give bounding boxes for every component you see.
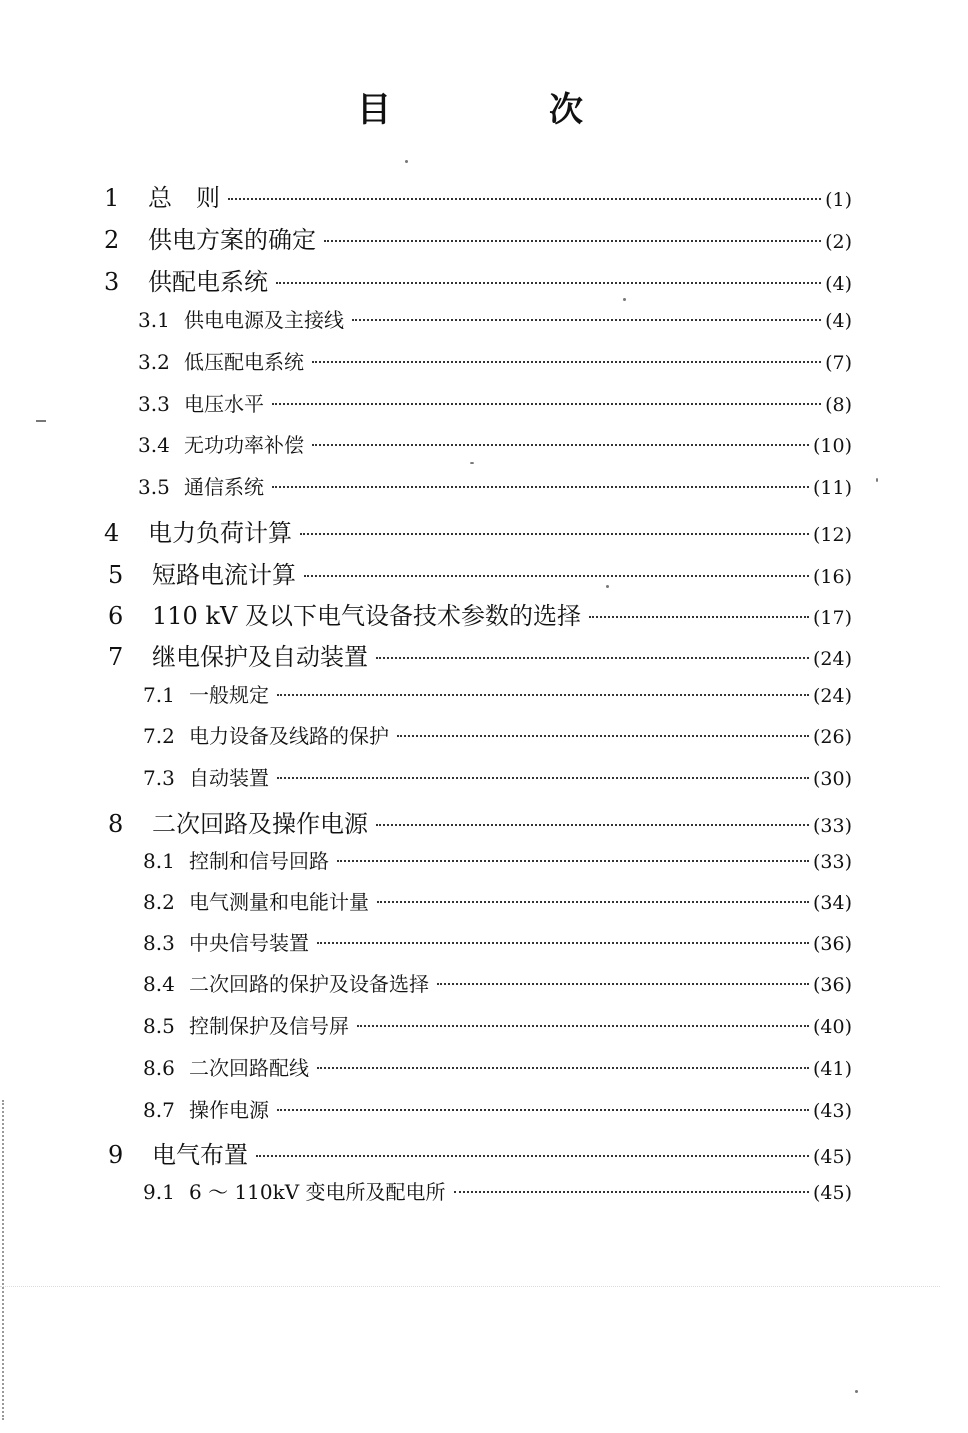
toc-page-number: (41) — [812, 1058, 852, 1080]
toc-title: 操作电源 — [189, 1098, 269, 1122]
toc-leader-dots — [589, 616, 809, 618]
toc-page-number: (4) — [825, 273, 852, 295]
toc-leader-dots — [277, 694, 809, 696]
toc-title: 电力设备及线路的保护 — [189, 724, 389, 748]
toc-section[interactable] — [143, 1010, 852, 1039]
toc-title: 控制和信号回路 — [189, 849, 329, 873]
scan-speck — [623, 298, 626, 301]
toc-page-number: (8) — [825, 394, 852, 416]
toc-number: 3.4 — [138, 433, 170, 457]
toc-title: 一般规定 — [189, 683, 269, 707]
toc-leader-dots — [437, 983, 809, 985]
toc-chapter[interactable] — [104, 513, 852, 548]
toc-number: 7 — [108, 643, 124, 671]
toc-number: 9.1 — [143, 1180, 175, 1204]
toc-title: 电力负荷计算 — [148, 519, 292, 547]
toc-title: 电气布置 — [152, 1141, 248, 1169]
toc-leader-dots — [397, 735, 809, 737]
toc-section[interactable] — [138, 304, 852, 333]
toc-leader-dots — [277, 777, 809, 779]
toc-page-number: (26) — [812, 726, 852, 748]
toc-page-number: (36) — [812, 974, 852, 996]
toc-section[interactable] — [143, 1052, 852, 1081]
toc-section[interactable] — [143, 968, 852, 997]
toc-title: 二次回路及操作电源 — [152, 810, 368, 838]
toc-chapter[interactable] — [108, 1135, 852, 1170]
toc-title: 短路电流计算 — [152, 561, 296, 589]
toc-page-number: (24) — [812, 685, 852, 707]
toc-section[interactable] — [143, 720, 852, 749]
toc-page-number: (30) — [812, 768, 852, 790]
toc-leader-dots — [276, 282, 821, 284]
toc-chapter[interactable] — [108, 555, 852, 590]
toc-title: 供电电源及主接线 — [184, 308, 344, 332]
toc-section[interactable] — [138, 471, 852, 500]
toc-number: 8.1 — [143, 849, 175, 873]
toc-leader-dots — [352, 319, 821, 321]
toc-number: 3 — [104, 268, 120, 296]
scan-speck — [606, 585, 609, 588]
toc-number: 9 — [108, 1141, 124, 1169]
toc-number: 5 — [108, 561, 124, 589]
toc-title: 控制保护及信号屏 — [189, 1014, 349, 1038]
toc-title: 供配电系统 — [148, 268, 268, 296]
toc-page-number: (45) — [812, 1146, 852, 1168]
toc-number: 8.6 — [143, 1056, 175, 1080]
toc-page-number: (10) — [812, 435, 852, 457]
toc-leader-dots — [376, 824, 809, 826]
toc-page-number: (12) — [812, 524, 852, 546]
toc-number: 2 — [104, 226, 120, 254]
toc-section[interactable] — [143, 886, 852, 915]
page-title: 目 次 — [357, 90, 645, 130]
toc-chapter[interactable] — [104, 178, 852, 213]
toc-title: 中央信号装置 — [189, 931, 309, 955]
toc-leader-dots — [272, 403, 821, 405]
toc-number: 8.5 — [143, 1014, 175, 1038]
toc-section[interactable] — [143, 679, 852, 708]
scan-speck — [36, 420, 46, 422]
toc-title: 总 则 — [148, 184, 220, 212]
toc-section[interactable] — [143, 1094, 852, 1123]
toc-leader-dots — [300, 533, 809, 535]
toc-leader-dots — [272, 486, 809, 488]
toc-page-number: (45) — [812, 1182, 852, 1204]
toc-title: 110 kV 及以下电气设备技术参数的选择 — [152, 602, 581, 630]
toc-number: 4 — [104, 519, 120, 547]
toc-chapter[interactable] — [104, 262, 852, 297]
toc-page-number: (24) — [812, 648, 852, 670]
scan-speck — [405, 160, 408, 163]
scan-artifact-line — [0, 1286, 940, 1287]
toc-page-number: (33) — [812, 851, 852, 873]
toc-number: 7.2 — [143, 724, 175, 748]
toc-chapter[interactable] — [108, 637, 852, 672]
toc-number: 3.1 — [138, 308, 170, 332]
toc-number: 1 — [104, 184, 120, 212]
toc-page-number: (7) — [825, 352, 852, 374]
toc-page-number: (36) — [812, 933, 852, 955]
toc-number: 8.3 — [143, 931, 175, 955]
toc-leader-dots — [256, 1155, 809, 1157]
toc-page-number: (1) — [825, 189, 852, 211]
toc-leader-dots — [337, 860, 809, 862]
toc-number: 7.1 — [143, 683, 175, 707]
toc-page-number: (43) — [812, 1100, 852, 1122]
toc-leader-dots — [317, 1067, 809, 1069]
toc-page-number: (33) — [812, 815, 852, 837]
scan-edge-marks — [2, 1100, 7, 1420]
toc-title: 低压配电系统 — [184, 350, 304, 374]
toc-section[interactable] — [143, 1176, 852, 1205]
toc-leader-dots — [312, 444, 809, 446]
toc-page-number: (40) — [812, 1016, 852, 1038]
toc-section[interactable] — [143, 927, 852, 956]
toc-page-number: (16) — [812, 566, 852, 588]
toc-title: 无功功率补偿 — [184, 433, 304, 457]
toc-number: 8.2 — [143, 890, 175, 914]
toc-title: 6 ～ 110kV 变电所及配电所 — [189, 1180, 446, 1204]
toc-chapter[interactable] — [108, 804, 852, 839]
toc-leader-dots — [357, 1025, 809, 1027]
toc-section[interactable] — [138, 346, 852, 375]
toc-section[interactable] — [143, 845, 852, 874]
scan-speck — [876, 478, 878, 482]
toc-leader-dots — [317, 942, 809, 944]
toc-title: 电压水平 — [184, 392, 264, 416]
toc-leader-dots — [277, 1109, 809, 1111]
toc-section[interactable] — [138, 388, 852, 417]
toc-title: 通信系统 — [184, 475, 264, 499]
toc-page-number: (4) — [825, 310, 852, 332]
scan-speck — [470, 462, 474, 464]
toc-leader-dots — [376, 657, 809, 659]
toc-number: 8.4 — [143, 972, 175, 996]
toc-leader-dots — [324, 240, 821, 242]
toc-title: 电气测量和电能计量 — [189, 890, 369, 914]
toc-chapter[interactable] — [108, 596, 852, 631]
toc-page-number: (34) — [812, 892, 852, 914]
toc-number: 3.3 — [138, 392, 170, 416]
toc-page-number: (11) — [812, 477, 852, 499]
toc-number: 6 — [108, 602, 124, 630]
toc-number: 8.7 — [143, 1098, 175, 1122]
toc-title: 二次回路配线 — [189, 1056, 309, 1080]
scan-speck — [855, 1390, 858, 1393]
toc-leader-dots — [454, 1191, 809, 1193]
toc-number: 7.3 — [143, 766, 175, 790]
toc-chapter[interactable] — [104, 220, 852, 255]
toc-number: 8 — [108, 810, 124, 838]
toc-section[interactable] — [138, 429, 852, 458]
toc-section[interactable] — [143, 762, 852, 791]
toc-title: 自动装置 — [189, 766, 269, 790]
toc-leader-dots — [304, 575, 809, 577]
toc-leader-dots — [377, 901, 809, 903]
toc-number: 3.2 — [138, 350, 170, 374]
toc-number: 3.5 — [138, 475, 170, 499]
toc-page-number: (2) — [825, 231, 852, 253]
toc-leader-dots — [312, 361, 821, 363]
toc-title: 继电保护及自动装置 — [152, 643, 368, 671]
toc-leader-dots — [228, 198, 821, 200]
toc-title: 二次回路的保护及设备选择 — [189, 972, 429, 996]
toc-title: 供电方案的确定 — [148, 226, 316, 254]
toc-page-number: (17) — [812, 607, 852, 629]
